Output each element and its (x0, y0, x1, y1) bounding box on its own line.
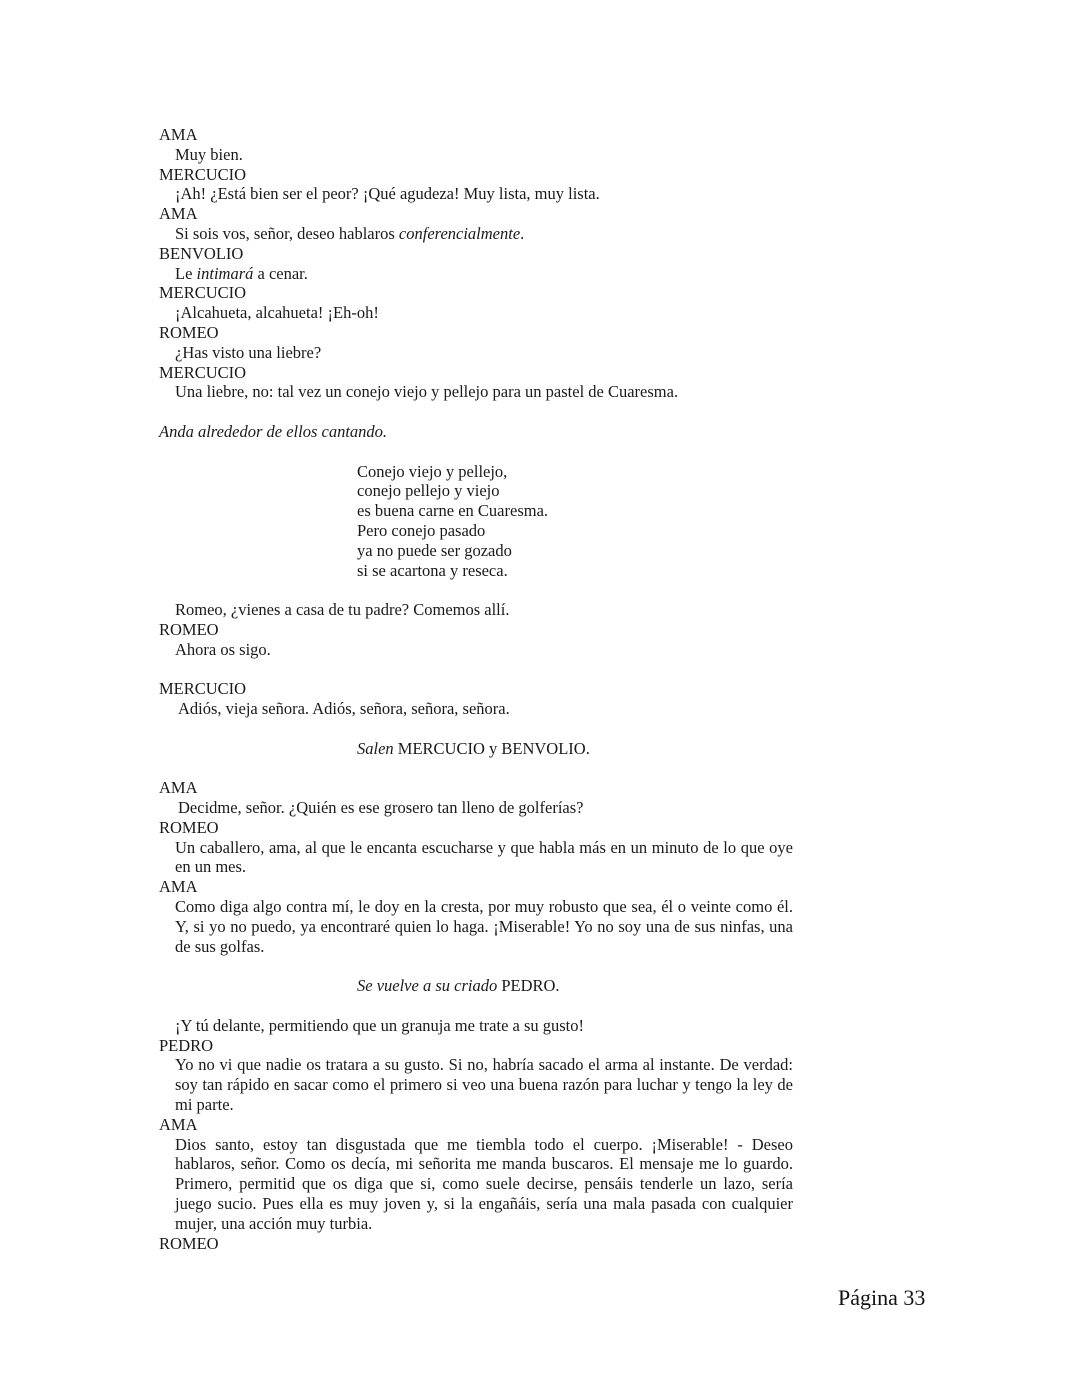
verse-line: Pero conejo pasado (357, 520, 486, 540)
speaker-name: AMA (159, 778, 198, 798)
speech-line: ¿Has visto una liebre? (175, 342, 322, 362)
speech-line: ¡Y tú delante, permitiendo que un granuja me trate a su gusto! (175, 1015, 585, 1035)
speech-line (159, 264, 793, 284)
speech-line: Como diga algo contra mí, le doy en la cresta, por muy robusto que sea, él o veinte como él. Y, si yo no puedo, ya encontraré quien lo haga. ¡Miserable! Yo no soy una de sus ninfas, una de sus golfas. (175, 897, 793, 956)
speaker-name: ROMEO (159, 1233, 219, 1253)
speaker-name: AMA (159, 877, 198, 897)
spacer (159, 956, 793, 976)
speech-line: Romeo, ¿vienes a casa de tu padre? Comemos allí. (175, 600, 510, 620)
stage-direction (159, 976, 793, 996)
speech-line: Decidme, señor. ¿Quién es ese grosero tan lleno de golferías? (178, 798, 584, 818)
speaker-name: AMA (159, 125, 198, 144)
speaker-name: ROMEO (159, 619, 219, 639)
speech-text: Si sois vos, señor, deseo hablaros (175, 223, 399, 243)
speaker-name: ROMEO (159, 322, 219, 342)
speech-line: Un caballero, ama, al que le encanta escucharse y que habla más en un minuto de lo que oye en un mes. (175, 837, 793, 877)
stage-direction-text: MERCUCIO y BENVOLIO. (393, 738, 590, 758)
spacer (159, 402, 793, 422)
speech-italic-word: conferencialmente (398, 223, 521, 243)
speaker-name: AMA (159, 204, 198, 224)
speech-text: a cenar. (253, 263, 308, 283)
page-number: Página 33 (838, 1285, 926, 1310)
speaker-name: MERCUCIO (159, 164, 247, 184)
speech-italic-word: intimará (196, 263, 254, 283)
stage-direction-text: PEDRO. (497, 976, 560, 996)
speaker-name: ROMEO (159, 817, 219, 837)
speech-line: Yo no vi que nadie os tratara a su gusto. Si no, habría sacado el arma al instante. De verdad: soy tan rápido en sacar como el primero si veo una buena razón para luchar y tengo la ley de mi parte. (175, 1055, 793, 1115)
verse-line: Conejo viejo y pellejo, (357, 461, 508, 481)
speech-line: Una liebre, no: tal vez un conejo viejo y pellejo para un pastel de Cuaresma. (175, 382, 679, 402)
speech-line: ¡Alcahueta, alcahueta! ¡Eh-oh! (175, 303, 379, 323)
speech-line (159, 224, 793, 244)
spacer (159, 759, 793, 779)
speaker-name: MERCUCIO (159, 283, 247, 303)
stage-direction (159, 739, 793, 759)
spacer (159, 719, 793, 739)
speaker-name: PEDRO (159, 1035, 214, 1055)
play-page (159, 125, 793, 1253)
verse-line: conejo pellejo y viejo (357, 481, 500, 501)
verse-line: es buena carne en Cuaresma. (357, 501, 549, 521)
stage-direction-italic: Se vuelve a su criado (357, 976, 498, 996)
speech-line: ¡Ah! ¿Está bien ser el peor? ¡Qué agudeza! Muy lista, muy lista. (175, 184, 600, 204)
spacer (159, 442, 793, 462)
song-verse (159, 462, 793, 581)
spacer (159, 660, 793, 680)
speech-line: Muy bien. (175, 144, 243, 164)
spacer (159, 996, 793, 1016)
verse-line: si se acartona y reseca. (357, 560, 508, 580)
speaker-name: MERCUCIO (159, 362, 247, 382)
speech-text: . (520, 223, 525, 243)
speech-text: Le (175, 263, 197, 283)
stage-direction-italic: Salen (357, 738, 394, 758)
speech-line: Ahora os sigo. (175, 639, 271, 659)
speech-line: Adiós, vieja señora. Adiós, señora, señora, señora. (178, 699, 510, 719)
stage-direction: Anda alrededor de ellos cantando. (159, 421, 388, 441)
speech-line: Dios santo, estoy tan disgustada que me tiembla todo el cuerpo. ¡Miserable! - Deseo hablaros, señor. Como os decía, mi señorita me manda buscaros. El mensaje me lo guardo. Primero, permitid que os diga que si, como suele decirse, pensáis tenderle un lazo, sería juego sucio. Pues ella es muy joven y, si la engañáis, sería una mala pasada con cualquier mujer, una acción muy turbia. (175, 1134, 793, 1233)
speaker-name: MERCUCIO (159, 679, 247, 699)
speaker-name: AMA (159, 1114, 198, 1134)
verse-line: ya no puede ser gozado (357, 540, 512, 560)
spacer (159, 580, 793, 600)
speaker-name: BENVOLIO (159, 243, 244, 263)
